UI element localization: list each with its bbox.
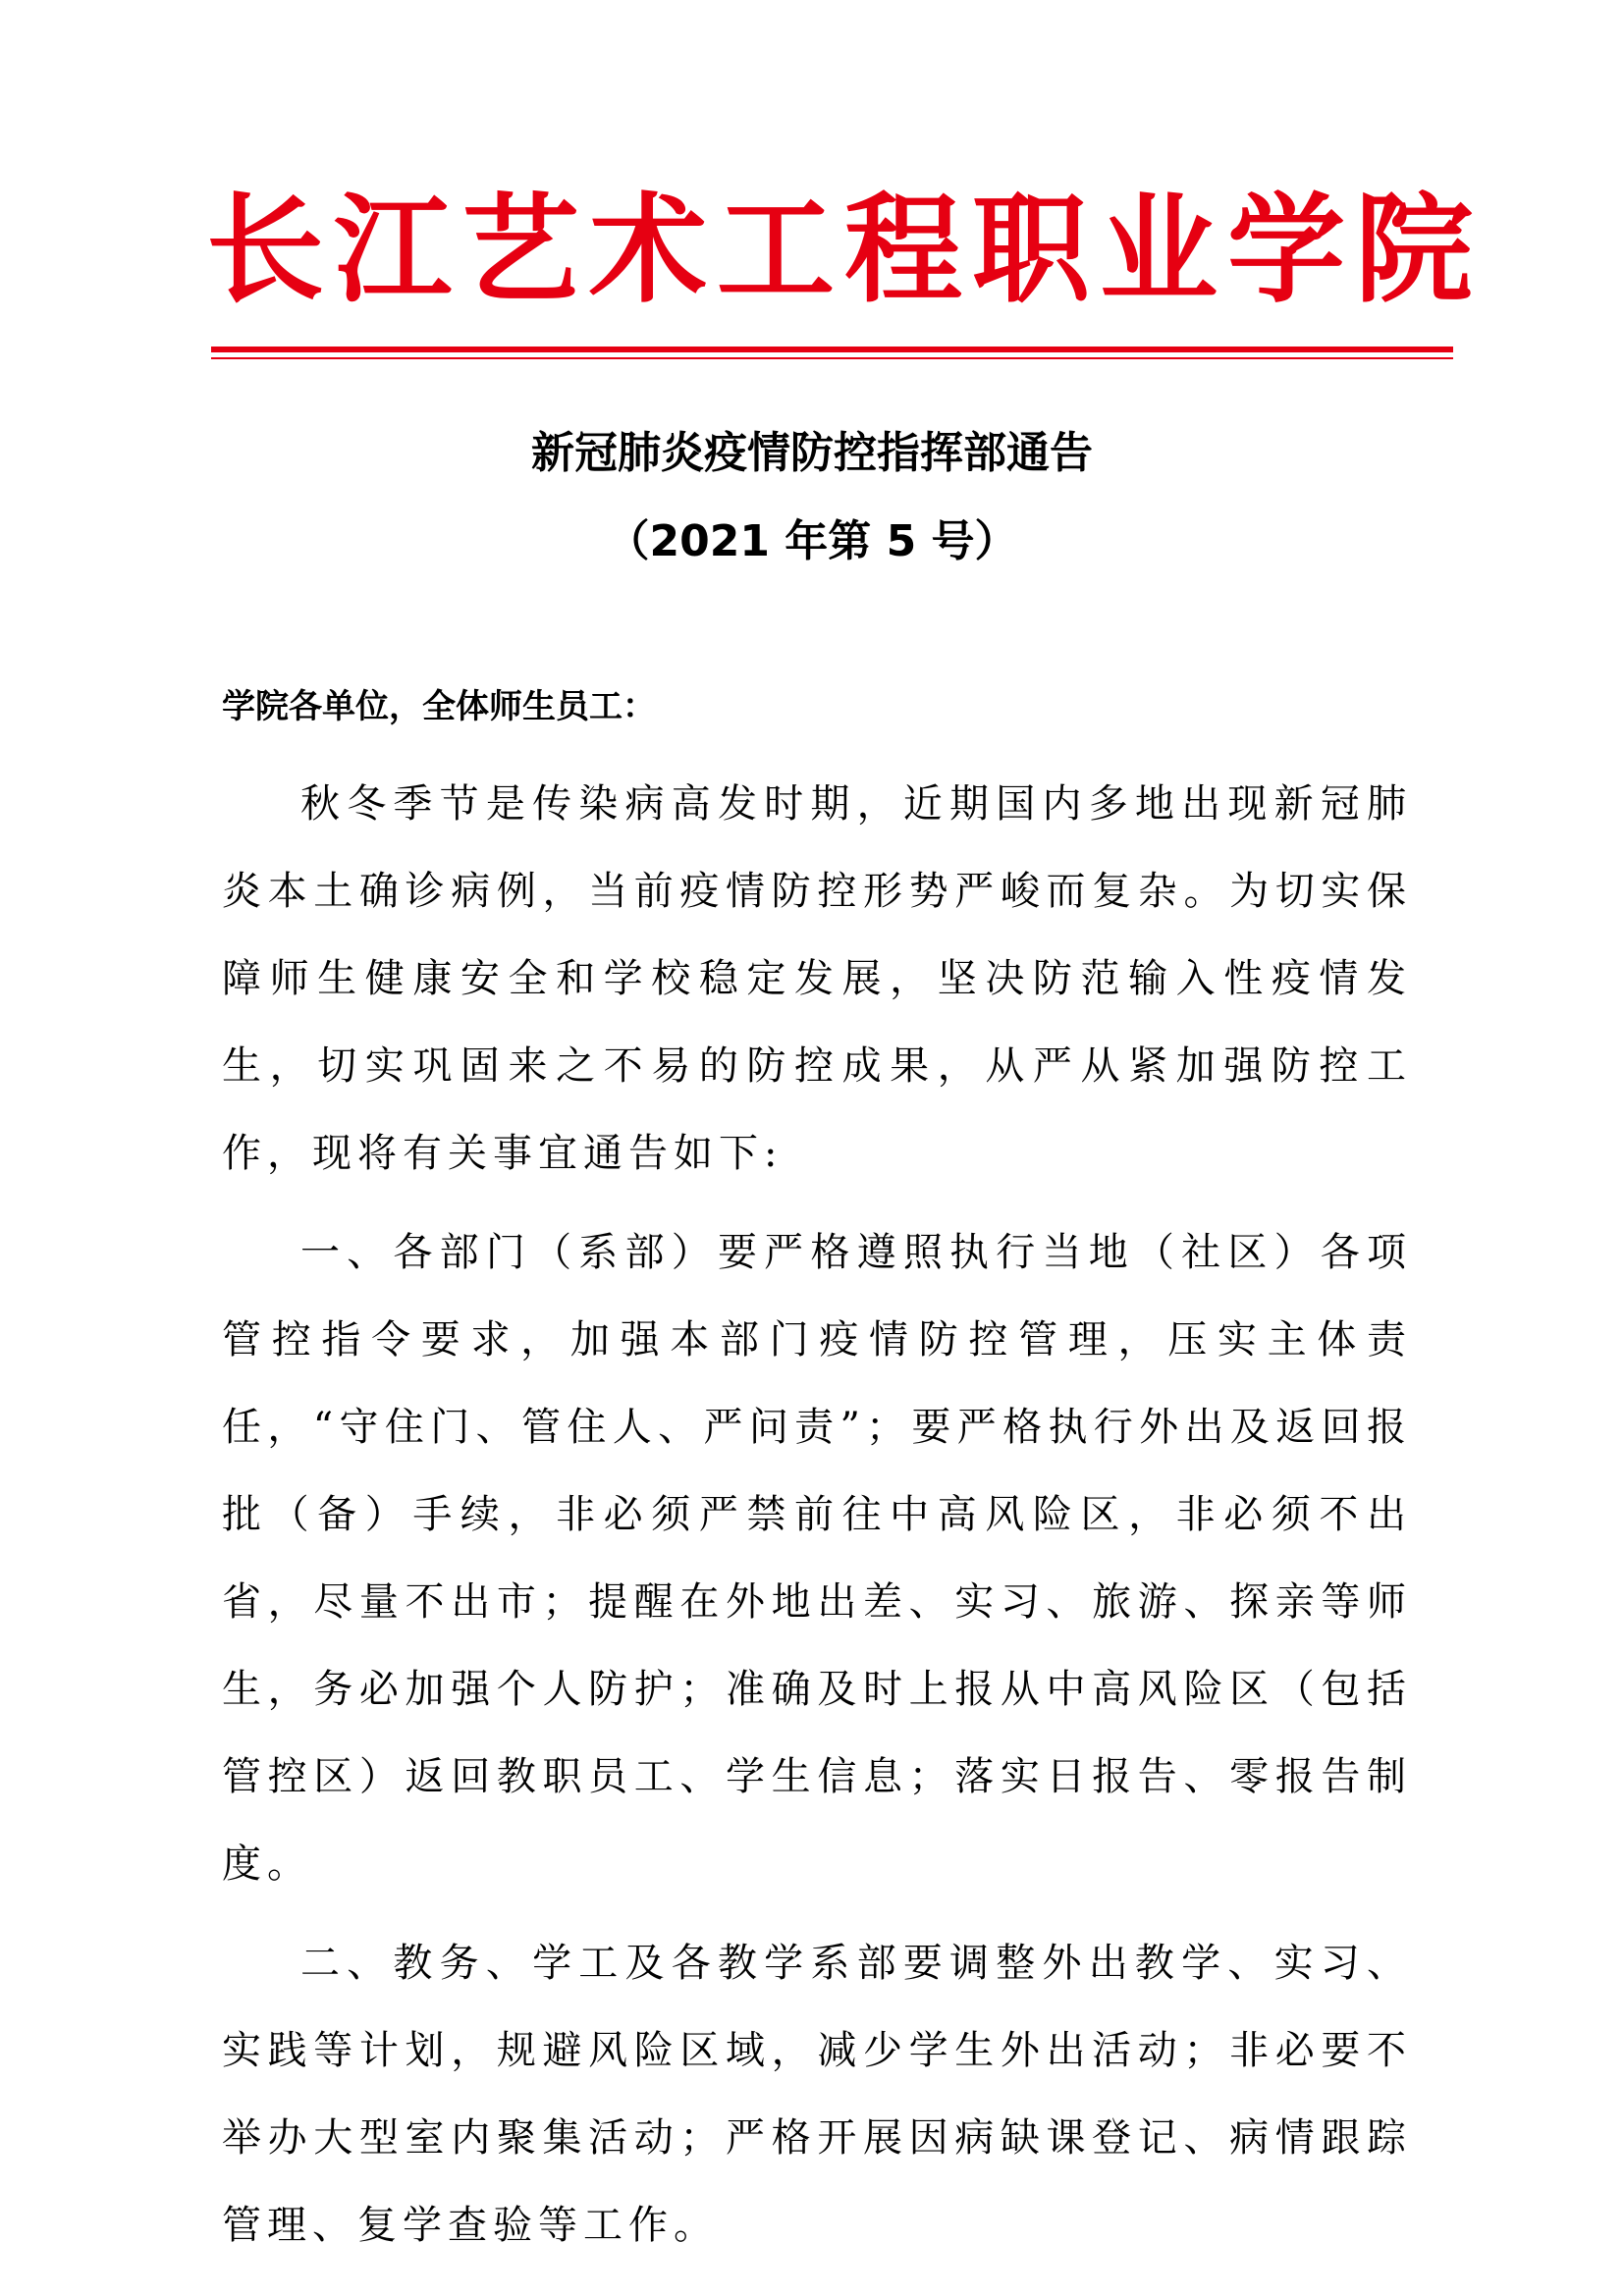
body-paragraph-item-1: 一、各部门（系部）要严格遵照执行当地（社区）各项管控指令要求，加强本部门疫情防控管理，压实主体责任，“守住门、管住人、严问责”；要严格执行外出及返回报批（备）手续，非必须严禁前往中高风险区，非必须不出省，尽量不出市；提醒在外地出差、实习、旅游、探亲等师生，务必加强个人防护；准确及时上报从中高风险区（包括管控区）返回教职员工、学生信息；落实日报告、零报告制度。: [222, 1230, 1412, 1887]
institution-masthead: 长江艺术工程职业学院: [206, 181, 1483, 319]
salutation: 学院各单位，全体师生员工：: [222, 687, 656, 726]
notice-body: [222, 761, 1412, 2281]
body-paragraph-intro: 秋冬季节是传染病高发时期，近期国内多地出现新冠肺炎本土确诊病例，当前疫情防控形势严峻而复杂。为切实保障师生健康安全和学校稳定发展，坚决防范输入性疫情发生，切实巩固来之不易的防控成果，从严从紧加强防控工作，现将有关事宜通告如下:: [222, 781, 1412, 1176]
masthead-divider-thick: [211, 347, 1453, 352]
body-paragraph-item-2: 二、教务、学工及各教学系部要调整外出教学、实习、实践等计划，规避风险区域，减少学生外出活动；非必要不举办大型室内聚集活动；严格开展因病缺课登记、病情跟踪管理、复学查验等工作。: [222, 1941, 1412, 2248]
masthead-divider-thin: [211, 357, 1453, 359]
notice-title: 新冠肺炎疫情防控指挥部通告: [531, 428, 1093, 478]
notice-number: （2021 年第 5 号）: [606, 516, 1018, 566]
